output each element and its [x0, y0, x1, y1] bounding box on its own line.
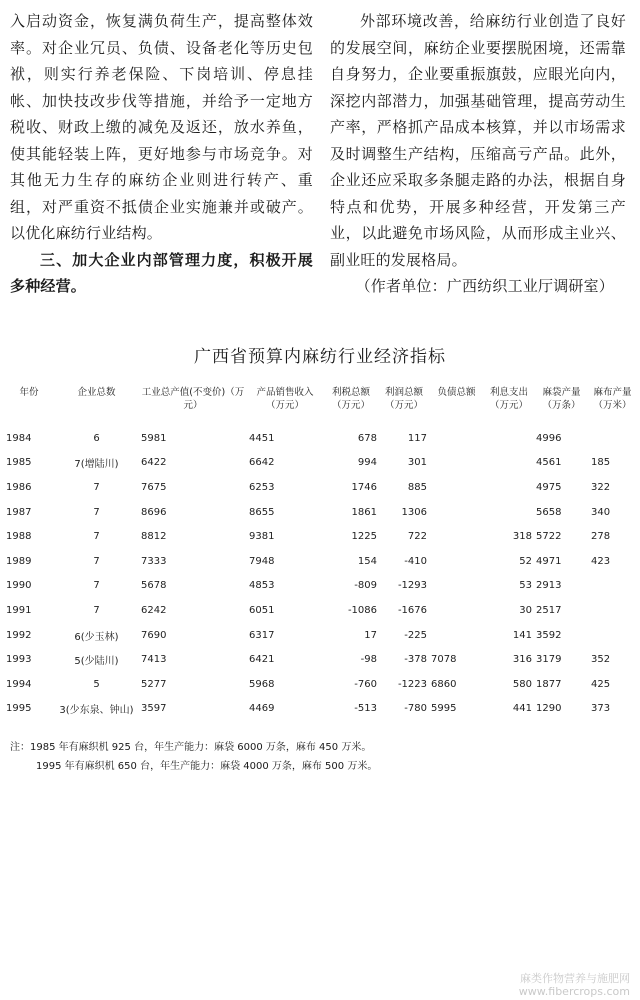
- table-cell: 425: [591, 678, 611, 690]
- header-output-value: 工业总产值(不变价)（万元）: [141, 387, 245, 411]
- table-cell: 4996: [536, 432, 562, 444]
- table-cell: 6253: [249, 481, 275, 493]
- table-cell: 322: [591, 481, 611, 493]
- table-cell: 373: [591, 703, 611, 715]
- table-row: [4, 697, 636, 722]
- table-cell: 423: [591, 555, 611, 567]
- table-row: [4, 475, 636, 500]
- table-row: [4, 647, 636, 672]
- table-cell: 885: [407, 481, 427, 493]
- table-cell: 1986: [6, 481, 32, 493]
- table-cell: 4853: [249, 580, 275, 592]
- table-cell: 1746: [351, 481, 377, 493]
- table-row: [4, 623, 636, 648]
- table-cell: -1086: [347, 604, 377, 616]
- table-cell: 1994: [6, 678, 32, 690]
- table-cell: 316: [512, 654, 532, 666]
- table-cell: -1223: [397, 678, 427, 690]
- table-cell: 5(少陆川): [74, 656, 119, 668]
- table-cell: 1988: [6, 531, 32, 543]
- table-cell: 5995: [431, 703, 457, 715]
- table-cell: 7: [93, 604, 100, 616]
- right-column: [330, 8, 626, 300]
- header-profit-tax: 利税总额（万元）: [331, 387, 370, 411]
- table-cell: -1293: [397, 580, 427, 592]
- table-cell: 5722: [536, 531, 562, 543]
- table-cell: 6(少玉林): [74, 631, 119, 643]
- table-cell: 441: [512, 703, 532, 715]
- table-cell: 5: [93, 678, 100, 690]
- table-row: [4, 426, 636, 451]
- table-cell: [429, 426, 484, 451]
- table-cell: 1989: [6, 555, 32, 567]
- site-watermark: [519, 972, 630, 998]
- table-cell: [429, 524, 484, 549]
- table-cell: 3179: [536, 654, 562, 666]
- right-paragraph-1: 外部环境改善，给麻纺行业创造了良好的发展空间，麻纺企业要摆脱困境，还需靠自身努力，企业要重振旗鼓，应眼光向内，深挖内部潜力，加强基础管理，提高劳动生产率，严格抓产品成本核算，并以市场需求及时调整生产结构，压缩高亏产品。此外，企业还应采取多条腿走路的办法，根据自身特点和优势，开展多种经营，开发第三产业，以此避免市场风险，从而形成主业兴、副业旺的发展格局。: [330, 12, 626, 269]
- left-column: [10, 8, 313, 300]
- table-cell: 7(增陆川): [74, 459, 119, 471]
- table-cell: 185: [591, 457, 611, 469]
- table-cell: 1992: [6, 629, 32, 641]
- table-body: [4, 426, 636, 721]
- table-cell: [429, 574, 484, 599]
- note-1985: 注：1985 年有麻织机 925 台，年生产能力：麻袋 6000 万条，麻布 450 万米。: [10, 742, 372, 753]
- table-cell: 4561: [536, 457, 562, 469]
- table-cell: [589, 598, 636, 623]
- economic-indicators-table: [4, 386, 636, 721]
- table-cell: 7948: [249, 555, 275, 567]
- left-paragraph-1: 入启动资金，恢复满负荷生产，提高整体效率。对企业冗员、负债、设备老化等历史包袱，则实行养老保险、下岗培训、停息挂帐、加快技改步伐等措施，并给予一定地方税收、财政上缴的减免及返还，放水养鱼，使其能轻装上阵，更好地参与市场竞争。对其他无力生存的麻纺企业则进行转产、重组，对严重资不抵债企业实施兼并或破产。以优化麻纺行业结构。: [10, 12, 313, 242]
- table-cell: 4971: [536, 555, 562, 567]
- table-cell: 4469: [249, 703, 275, 715]
- table-cell: 53: [519, 580, 532, 592]
- table-cell: [429, 500, 484, 525]
- header-profit: 利润总额（万元）: [384, 387, 423, 411]
- table-cell: 1225: [351, 531, 377, 543]
- table-cell: 6860: [431, 678, 457, 690]
- table-cell: 6421: [249, 654, 275, 666]
- table-cell: 7413: [141, 654, 167, 666]
- table-row: [4, 524, 636, 549]
- table-cell: 7: [93, 506, 100, 518]
- table-cell: 5968: [249, 678, 275, 690]
- header-cloth-output: 麻布产量（万米）: [593, 387, 632, 411]
- table-cell: 117: [407, 432, 427, 444]
- table-cell: 9381: [249, 531, 275, 543]
- table-cell: 52: [519, 555, 532, 567]
- table-cell: 278: [591, 531, 611, 543]
- table-cell: 8696: [141, 506, 167, 518]
- table-cell: 7675: [141, 481, 167, 493]
- table-cell: -1676: [397, 604, 427, 616]
- table-cell: -378: [404, 654, 427, 666]
- table-cell: [429, 623, 484, 648]
- table-cell: 3592: [536, 629, 562, 641]
- table-cell: 301: [407, 457, 427, 469]
- table-row: [4, 500, 636, 525]
- table-row: [4, 451, 636, 476]
- table-cell: 7690: [141, 629, 167, 641]
- table-cell: 8655: [249, 506, 275, 518]
- table-cell: 2517: [536, 604, 562, 616]
- table-cell: 4451: [249, 432, 275, 444]
- table-cell: 7078: [431, 654, 457, 666]
- table-cell: 8812: [141, 531, 167, 543]
- table-cell: 5981: [141, 432, 167, 444]
- table-cell: 3(少东泉、钟山): [59, 705, 134, 717]
- table-cell: [589, 574, 636, 599]
- watermark-url: www.fibercrops.com: [518, 985, 630, 998]
- table-cell: [589, 623, 636, 648]
- table-cell: [484, 475, 534, 500]
- table-cell: 6: [93, 432, 100, 444]
- table-cell: 6051: [249, 604, 275, 616]
- table-row: [4, 574, 636, 599]
- table-cell: -225: [404, 629, 427, 641]
- table-cell: 318: [512, 531, 532, 543]
- table-row: [4, 549, 636, 574]
- table-cell: 340: [591, 506, 611, 518]
- table-notes: [10, 738, 630, 776]
- table-cell: 1990: [6, 580, 32, 592]
- table-cell: 3597: [141, 703, 167, 715]
- table-cell: 1987: [6, 506, 32, 518]
- table-cell: 141: [512, 629, 532, 641]
- table-cell: 5658: [536, 506, 562, 518]
- table-cell: 580: [512, 678, 532, 690]
- table-cell: 7: [93, 481, 100, 493]
- table-cell: [429, 549, 484, 574]
- table-cell: [484, 451, 534, 476]
- table-cell: 994: [357, 457, 377, 469]
- header-interest: 利息支出（万元）: [489, 387, 528, 411]
- table-cell: 7: [93, 531, 100, 543]
- table-cell: -410: [404, 555, 427, 567]
- table-cell: 1861: [351, 506, 377, 518]
- author-affiliation: （作者单位：广西纺织工业厅调研室）: [355, 277, 614, 295]
- table-cell: 5277: [141, 678, 167, 690]
- table-cell: 1306: [401, 506, 427, 518]
- table-cell: 154: [357, 555, 377, 567]
- table-cell: 7333: [141, 555, 167, 567]
- table-cell: -513: [354, 703, 377, 715]
- table-cell: 1877: [536, 678, 562, 690]
- header-sales-revenue: 产品销售收入（万元）: [256, 387, 314, 411]
- table-cell: 6642: [249, 457, 275, 469]
- table-cell: 6422: [141, 457, 167, 469]
- table-cell: 17: [364, 629, 377, 641]
- note-1995: 1995 年有麻织机 650 台，年生产能力：麻袋 4000 万条，麻布 500 万米。: [36, 761, 378, 772]
- table-cell: 7: [93, 555, 100, 567]
- table-cell: [484, 500, 534, 525]
- table-cell: 352: [591, 654, 611, 666]
- header-enterprise-count: 企业总数: [77, 387, 116, 398]
- table-cell: [484, 426, 534, 451]
- header-sack-output: 麻袋产量（万条）: [542, 387, 581, 411]
- table-cell: 1984: [6, 432, 32, 444]
- table-cell: 722: [407, 531, 427, 543]
- table-cell: 2913: [536, 580, 562, 592]
- table-cell: -780: [404, 703, 427, 715]
- table-cell: 678: [357, 432, 377, 444]
- table-cell: 4975: [536, 481, 562, 493]
- table-title: 广西省预算内麻纺行业经济指标: [194, 347, 446, 367]
- table-cell: 6242: [141, 604, 167, 616]
- header-debt: 负债总额: [437, 387, 476, 398]
- table-cell: 5678: [141, 580, 167, 592]
- table-cell: [429, 598, 484, 623]
- table-cell: -809: [354, 580, 377, 592]
- table-cell: 7: [93, 580, 100, 592]
- table-cell: 6317: [249, 629, 275, 641]
- table-cell: -760: [354, 678, 377, 690]
- table-cell: -98: [360, 654, 377, 666]
- table-cell: 1290: [536, 703, 562, 715]
- header-year: 年份: [19, 387, 39, 398]
- watermark-name: 麻类作物营养与施肥网: [520, 972, 630, 985]
- table-cell: [429, 451, 484, 476]
- table-cell: 1993: [6, 654, 32, 666]
- table-row: [4, 598, 636, 623]
- table-cell: [589, 426, 636, 451]
- table-cell: 1995: [6, 703, 32, 715]
- table-cell: 1985: [6, 457, 32, 469]
- table-row: [4, 672, 636, 697]
- table-cell: 30: [519, 604, 532, 616]
- table-header-row: [4, 386, 636, 426]
- section-heading-3: 三、加大企业内部管理力度，积极开展多种经营。: [10, 250, 313, 295]
- table-cell: 1991: [6, 604, 32, 616]
- table-cell: [429, 475, 484, 500]
